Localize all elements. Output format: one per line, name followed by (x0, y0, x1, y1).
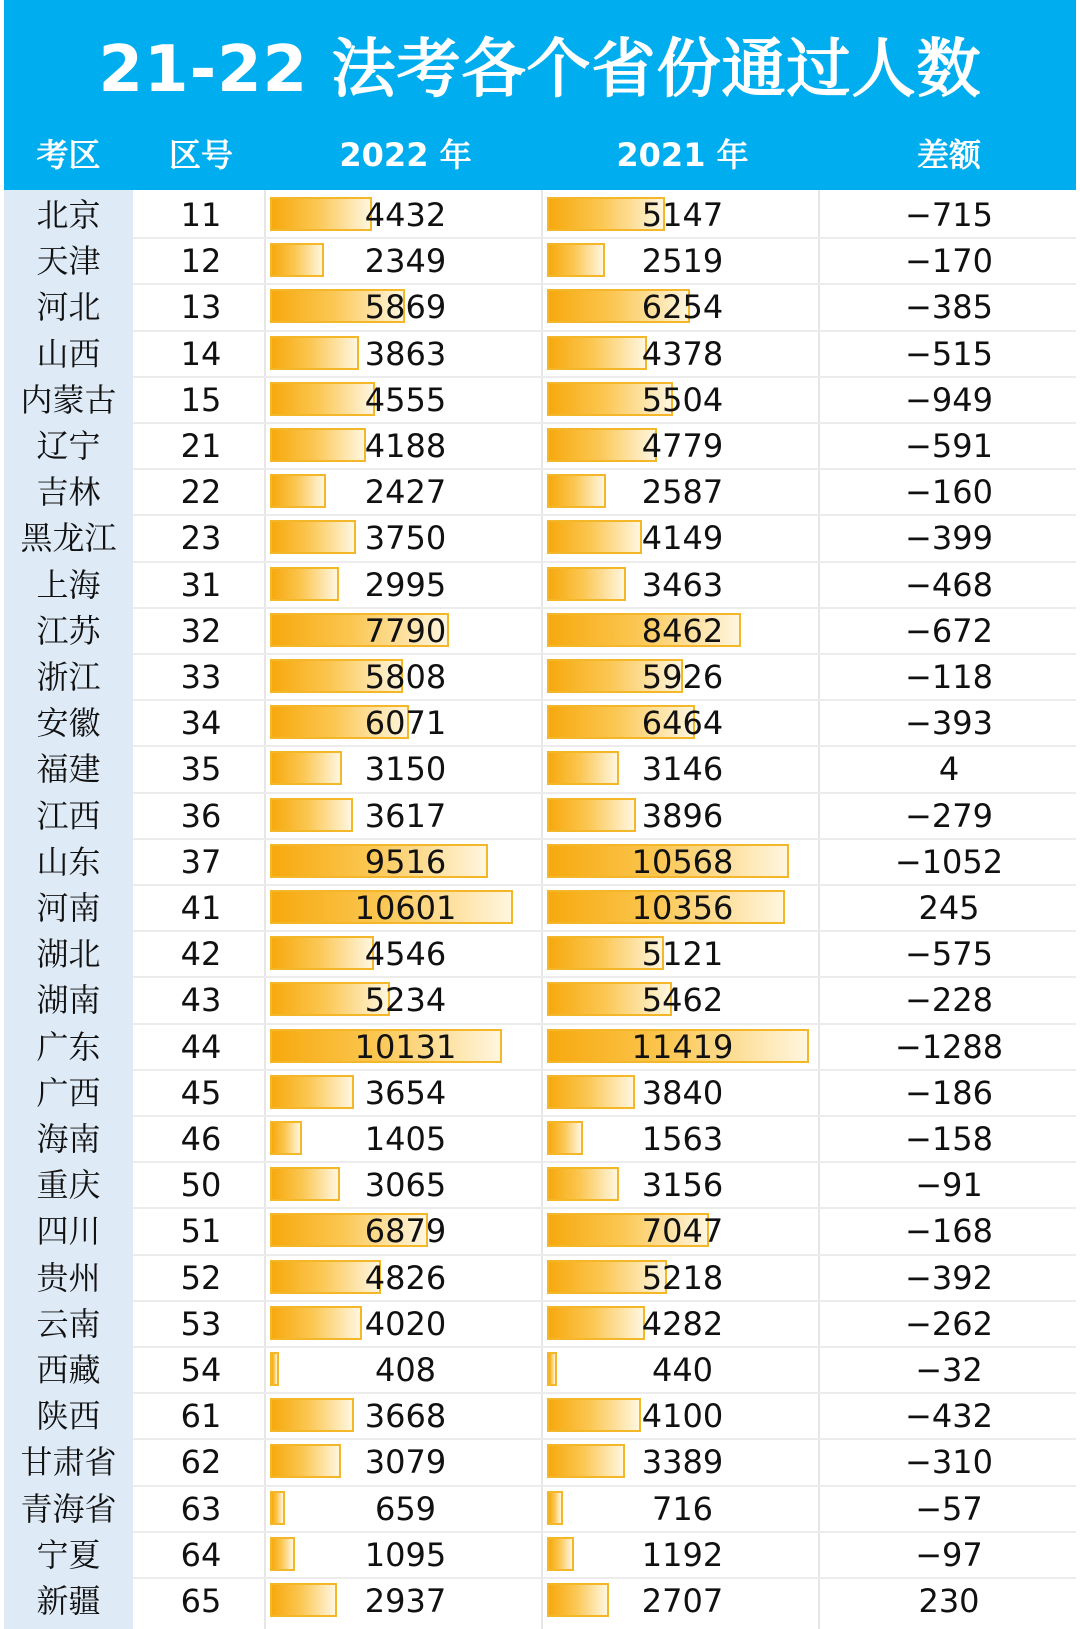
region-code: 13 (180, 288, 222, 327)
value-2022: 6879 (364, 1212, 447, 1251)
value-2021: 3896 (641, 796, 724, 835)
table-row (4, 1347, 1076, 1393)
row-divider (133, 792, 1076, 794)
value-2021: 2519 (641, 242, 724, 281)
header-2022: 2022 年 (339, 136, 472, 174)
value-2021: 5462 (641, 981, 724, 1020)
table-row (4, 1255, 1076, 1301)
row-divider (133, 699, 1076, 701)
region-name: 甘肃省 (20, 1443, 117, 1482)
difference-value: −385 (905, 288, 993, 327)
table-row (4, 1439, 1076, 1485)
region-name: 安徽 (36, 704, 101, 743)
value-2022: 7790 (364, 611, 447, 650)
difference-value: 245 (918, 889, 980, 927)
value-2022: 2937 (364, 1582, 447, 1620)
row-divider (133, 745, 1076, 747)
difference-value: −575 (905, 935, 993, 974)
difference-value: −399 (905, 519, 993, 558)
difference-value: −432 (905, 1397, 993, 1436)
value-2021: 5218 (641, 1258, 724, 1297)
table-row (4, 654, 1076, 700)
table-row (4, 793, 1076, 839)
region-name: 海南 (36, 1120, 101, 1158)
table-row (4, 839, 1076, 885)
value-2022: 3150 (364, 750, 447, 789)
region-name: 西藏 (36, 1351, 101, 1389)
row-divider (133, 330, 1076, 332)
value-2022: 2427 (364, 473, 447, 512)
row-divider (133, 468, 1076, 470)
table-row (4, 885, 1076, 931)
region-code: 52 (180, 1258, 222, 1297)
value-2021: 5504 (641, 380, 724, 419)
value-2022: 4555 (364, 380, 447, 419)
value-2021: 3389 (641, 1443, 724, 1482)
region-code: 61 (180, 1397, 222, 1436)
table-row (4, 284, 1076, 330)
region-name: 广西 (36, 1073, 101, 1112)
row-divider (133, 514, 1076, 516)
table-row (4, 746, 1076, 792)
region-name: 新疆 (36, 1582, 101, 1620)
difference-value: −515 (905, 334, 993, 373)
table-row (4, 515, 1076, 561)
value-2022: 3617 (364, 796, 447, 835)
row-divider (133, 838, 1076, 840)
table-row (4, 700, 1076, 746)
row-divider (133, 1161, 1076, 1163)
region-code: 15 (180, 380, 222, 419)
value-2022: 4826 (364, 1258, 447, 1297)
difference-value: −158 (905, 1120, 993, 1158)
difference-value: −91 (915, 1166, 983, 1205)
value-2022: 1405 (364, 1120, 447, 1158)
table-row (4, 238, 1076, 284)
row-divider (133, 283, 1076, 285)
difference-value: −1288 (894, 1027, 1004, 1066)
difference-value: −672 (905, 611, 993, 650)
region-code: 51 (180, 1212, 222, 1251)
region-code: 22 (180, 473, 222, 512)
row-divider (133, 884, 1076, 886)
region-code: 21 (180, 427, 222, 465)
region-name: 浙江 (36, 658, 101, 696)
table-row (4, 1486, 1076, 1532)
region-name: 山东 (36, 842, 101, 881)
region-name: 福建 (36, 750, 101, 789)
row-divider (133, 1531, 1076, 1533)
value-2021: 5926 (641, 658, 724, 696)
value-2021: 10568 (631, 842, 734, 881)
region-code: 64 (180, 1535, 222, 1574)
region-name: 湖北 (36, 935, 101, 974)
region-name: 陕西 (36, 1397, 101, 1436)
table-row (4, 562, 1076, 608)
region-code: 63 (180, 1489, 222, 1528)
region-name: 河南 (36, 889, 101, 927)
region-code: 53 (180, 1304, 222, 1343)
value-2021: 440 (651, 1351, 714, 1389)
difference-value: 4 (938, 750, 960, 789)
value-2022: 5869 (364, 288, 447, 327)
value-2022: 10601 (354, 889, 457, 927)
value-2021: 4149 (641, 519, 724, 558)
region-code: 11 (180, 196, 222, 234)
difference-value: −392 (905, 1258, 993, 1297)
region-name: 江苏 (36, 611, 101, 650)
region-code: 54 (180, 1351, 222, 1389)
table-row (4, 1393, 1076, 1439)
region-code: 12 (180, 242, 222, 281)
value-2022: 2349 (364, 242, 447, 281)
table-row (4, 1024, 1076, 1070)
row-divider (133, 1254, 1076, 1256)
value-2021: 11419 (631, 1027, 734, 1066)
value-2021: 4378 (641, 334, 724, 373)
table-row (4, 469, 1076, 515)
value-2021: 4282 (641, 1304, 724, 1343)
region-name: 贵州 (36, 1258, 101, 1297)
row-divider (133, 237, 1076, 239)
region-code: 45 (180, 1073, 222, 1112)
table-row (4, 1116, 1076, 1162)
region-name: 内蒙古 (20, 380, 117, 419)
value-2022: 2995 (364, 565, 447, 604)
value-2021: 8462 (641, 611, 724, 650)
value-2022: 3079 (364, 1443, 447, 1482)
difference-value: −262 (905, 1304, 993, 1343)
difference-value: −1052 (894, 842, 1004, 881)
difference-value: −949 (905, 380, 993, 419)
table-row (4, 608, 1076, 654)
region-code: 46 (180, 1120, 222, 1158)
value-2021: 3840 (641, 1073, 724, 1112)
table-row (4, 931, 1076, 977)
header-diff: 差额 (916, 136, 981, 174)
value-2021: 2587 (641, 473, 724, 512)
region-code: 50 (180, 1166, 222, 1205)
value-2021: 6464 (641, 704, 724, 743)
table-row (4, 977, 1076, 1023)
difference-value: −186 (905, 1073, 993, 1112)
region-code: 42 (180, 935, 222, 974)
value-2022: 659 (374, 1489, 437, 1528)
table-row (4, 1301, 1076, 1347)
region-code: 41 (180, 889, 222, 927)
difference-value: −591 (905, 427, 993, 465)
region-code: 31 (180, 565, 222, 604)
row-divider (133, 1115, 1076, 1117)
region-code: 34 (180, 704, 222, 743)
region-code: 14 (180, 334, 222, 373)
value-2022: 4020 (364, 1304, 447, 1343)
value-2022: 3668 (364, 1397, 447, 1436)
region-name: 河北 (36, 288, 101, 327)
region-name: 四川 (36, 1212, 101, 1251)
header-region: 考区 (36, 136, 101, 174)
row-divider (133, 1207, 1076, 1209)
row-divider (133, 1023, 1076, 1025)
row-divider (133, 1300, 1076, 1302)
value-2022: 4546 (364, 935, 447, 974)
value-2021: 2707 (641, 1582, 724, 1620)
difference-value: −160 (905, 473, 993, 512)
region-code: 62 (180, 1443, 222, 1482)
table-row (4, 1208, 1076, 1254)
difference-value: −57 (915, 1489, 983, 1528)
value-2021: 4779 (641, 427, 724, 465)
region-code: 44 (180, 1027, 222, 1066)
value-2022: 3863 (364, 334, 447, 373)
value-2021: 10356 (631, 889, 734, 927)
row-divider (133, 1069, 1076, 1071)
region-name: 青海省 (20, 1489, 117, 1528)
value-2021: 3146 (641, 750, 724, 789)
region-name: 吉林 (36, 473, 101, 512)
difference-value: 230 (918, 1582, 980, 1620)
region-name: 广东 (36, 1027, 101, 1066)
header-code: 区号 (168, 136, 233, 174)
row-divider (133, 1438, 1076, 1440)
value-2021: 6254 (641, 288, 724, 327)
value-2021: 1192 (641, 1535, 724, 1574)
value-2022: 6071 (364, 704, 447, 743)
value-2021: 1563 (641, 1120, 724, 1158)
value-2021: 4100 (641, 1397, 724, 1436)
value-2021: 5147 (641, 196, 724, 234)
table-row (4, 1070, 1076, 1116)
difference-value: −32 (915, 1351, 983, 1389)
row-divider (133, 607, 1076, 609)
row-divider (133, 976, 1076, 978)
value-2022: 3065 (364, 1166, 447, 1205)
row-divider (133, 1392, 1076, 1394)
value-2022: 3654 (364, 1073, 447, 1112)
difference-value: −97 (915, 1535, 983, 1574)
region-name: 黑龙江 (20, 519, 117, 558)
row-divider (133, 376, 1076, 378)
difference-value: −118 (905, 658, 993, 696)
difference-value: −715 (905, 196, 993, 234)
region-name: 宁夏 (36, 1535, 101, 1574)
value-2021: 3156 (641, 1166, 724, 1205)
header-2021: 2021 年 (616, 136, 749, 174)
region-name: 辽宁 (36, 427, 101, 465)
table-row (4, 377, 1076, 423)
region-code: 32 (180, 611, 222, 650)
value-2021: 5121 (641, 935, 724, 974)
value-2022: 4188 (364, 427, 447, 465)
region-name: 湖南 (36, 981, 101, 1020)
value-2021: 7047 (641, 1212, 724, 1251)
row-divider (133, 930, 1076, 932)
value-2022: 5234 (364, 981, 447, 1020)
region-code: 35 (180, 750, 222, 789)
region-code: 33 (180, 658, 222, 696)
value-2022: 10131 (354, 1027, 457, 1066)
difference-value: −228 (905, 981, 993, 1020)
region-name: 上海 (36, 565, 101, 604)
table-row (4, 423, 1076, 469)
value-2022: 5808 (364, 658, 447, 696)
region-name: 江西 (36, 796, 101, 835)
value-2022: 4432 (364, 196, 447, 234)
region-name: 重庆 (36, 1166, 101, 1205)
region-name: 天津 (36, 242, 101, 281)
region-name: 山西 (36, 334, 101, 373)
table-row (4, 1162, 1076, 1208)
difference-value: −168 (905, 1212, 993, 1251)
region-code: 36 (180, 796, 222, 835)
row-divider (133, 422, 1076, 424)
value-2022: 408 (374, 1351, 437, 1389)
row-divider (133, 561, 1076, 563)
difference-value: −279 (905, 796, 993, 835)
row-divider (133, 1346, 1076, 1348)
region-code: 37 (180, 842, 222, 881)
value-2022: 3750 (364, 519, 447, 558)
value-2021: 3463 (641, 565, 724, 604)
region-name: 云南 (36, 1304, 101, 1343)
table-row (4, 192, 1076, 238)
region-code: 65 (180, 1582, 222, 1620)
row-divider (133, 1577, 1076, 1579)
difference-value: −170 (905, 242, 993, 281)
table-row (4, 1532, 1076, 1578)
difference-value: −393 (905, 704, 993, 743)
difference-value: −310 (905, 1443, 993, 1482)
row-divider (133, 653, 1076, 655)
value-2022: 1095 (364, 1535, 447, 1574)
difference-value: −468 (905, 565, 993, 604)
region-code: 23 (180, 519, 222, 558)
value-2022: 9516 (364, 842, 447, 881)
region-name: 北京 (36, 196, 101, 234)
row-divider (133, 1485, 1076, 1487)
value-2021: 716 (651, 1489, 714, 1528)
table-row (4, 1578, 1076, 1624)
region-code: 43 (180, 981, 222, 1020)
table-row (4, 331, 1076, 377)
page-title: 21-22 法考各个省份通过人数 (98, 33, 982, 107)
